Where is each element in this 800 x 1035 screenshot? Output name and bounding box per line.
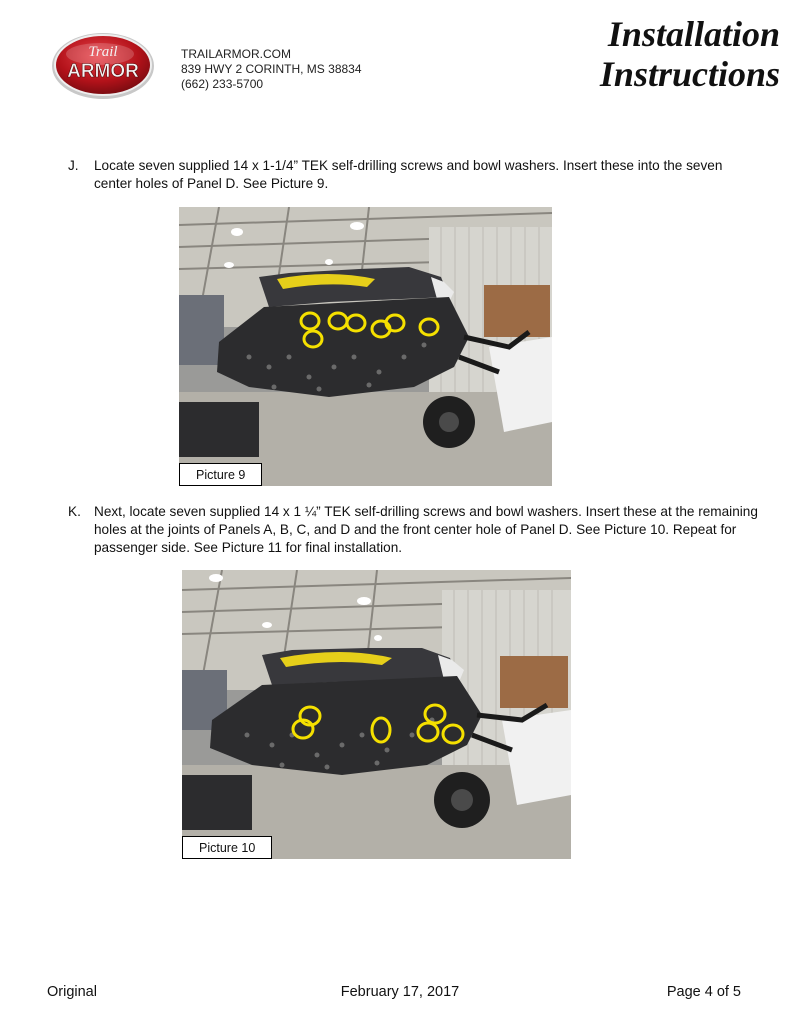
step-j (68, 157, 758, 193)
company-address: 839 HWY 2 CORINTH, MS 38834 (181, 62, 362, 76)
footer-page-number: Page 4 of 5 (666, 984, 741, 1000)
picture-10-photo (182, 570, 571, 859)
svg-text:Trail: Trail (88, 44, 118, 60)
title-line-1: Installation (607, 14, 780, 54)
footer-left: Original (47, 984, 97, 1000)
trail-armor-logo (50, 30, 156, 100)
step-text: Next, locate seven supplied 14 x 1 ¼” TEK self-drilling screws and bowl washers. Insert these at the remaining holes at the joints of Panels A, B, C, and D and the front center hole of Panel D. See Picture 10. Repeat for passenger side. See Picture 11 for final installation. (94, 504, 758, 555)
company-website: TRAILARMOR.COM (181, 47, 292, 61)
document-title (600, 14, 780, 94)
step-k (68, 503, 758, 557)
step-letter: K. (68, 504, 81, 519)
footer-date: February 17, 2017 (340, 984, 460, 1000)
picture-9-caption: Picture 9 (179, 463, 262, 486)
step-letter: J. (68, 158, 79, 173)
title-line-2: Instructions (599, 54, 780, 94)
picture-10-caption: Picture 10 (182, 836, 272, 859)
svg-text:ARMOR: ARMOR (67, 61, 139, 82)
picture-9-photo (179, 207, 552, 486)
step-text: Locate seven supplied 14 x 1-1/4” TEK self-drilling screws and bowl washers. Insert these into the seven center holes of Panel D. See Picture 9. (94, 158, 723, 191)
company-info (181, 47, 362, 92)
company-phone: (662) 233-5700 (181, 77, 264, 91)
